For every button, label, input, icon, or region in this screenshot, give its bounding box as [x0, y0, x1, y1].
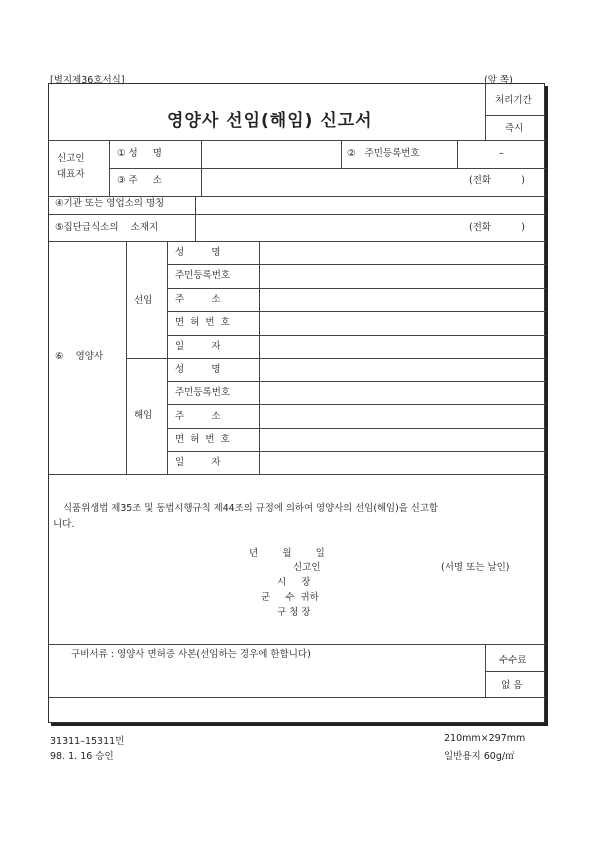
dismiss-date-label: 일 자 — [175, 457, 221, 468]
appoint-address-label: 주 소 — [175, 294, 221, 305]
appoint-date-label: 일 자 — [175, 341, 221, 352]
fee-label: 수수료 — [499, 655, 527, 666]
dismiss-id-label: 주민등록번호 — [175, 387, 231, 398]
form-shadow-right — [545, 86, 548, 726]
reporter-label: 신고인 — [57, 153, 85, 164]
dismiss-address-label: 주 소 — [175, 411, 221, 422]
page-side-label: (앞 쪽) — [484, 75, 513, 86]
appoint-label: 선임 — [134, 295, 153, 306]
facility-phone: (전화 ) — [469, 222, 525, 233]
reporter-name-label: ① 성 명 — [117, 148, 162, 159]
dismiss-label: 해임 — [134, 410, 153, 421]
appoint-name-label: 성 명 — [175, 247, 221, 258]
appoint-license-label: 면 허 번 호 — [175, 317, 230, 328]
statement-line-2: 니다. — [53, 519, 75, 530]
reporter-phone: (전화 ) — [469, 175, 525, 186]
applicant-label: 신고인 — [293, 562, 321, 573]
required-documents: 구비서류 : 영양사 면허증 사본(선임하는 경우에 한합니다) — [71, 649, 311, 660]
form-code: 31311–15311민 — [50, 736, 125, 747]
form-number: [별지제36호서식] — [50, 75, 125, 86]
report-form — [48, 83, 545, 723]
processing-period-value: 즉시 — [505, 123, 524, 134]
statement-line-1: 식품위생법 제35조 및 동법시행규칙 제44조의 규정에 의하여 영양사의 선임(해임)을 신고합 — [63, 503, 438, 514]
reporter-id-label: ② 주민등록번호 — [347, 148, 420, 159]
reporter-id-dash: – — [499, 148, 504, 159]
paper-size: 210mm×297mm — [444, 733, 526, 744]
dietitian-label: ⑥ 영양사 — [55, 351, 104, 362]
reporter-address-label: ③ 주 소 — [117, 175, 162, 186]
form-shadow-bottom — [51, 723, 548, 726]
facility-location-label: ⑤집단급식소의 소재지 — [55, 222, 159, 233]
facility-name-label: ④기관 또는 영업소의 명칭 — [55, 198, 165, 209]
processing-period-label: 처리기간 — [495, 95, 532, 106]
paper-type: 일반용지 60g/㎡ — [444, 751, 515, 762]
representative-label: 대표자 — [57, 169, 85, 180]
signature-label: (서명 또는 날인) — [441, 562, 510, 573]
dismiss-name-label: 성 명 — [175, 364, 221, 375]
form-title: 영양사 선임(해임) 신고서 — [167, 111, 373, 131]
addressee-mayor: 시 장 — [277, 577, 311, 588]
dismiss-license-label: 면 허 번 호 — [175, 434, 230, 445]
report-date: 년 월 일 — [249, 548, 325, 559]
appoint-id-label: 주민등록번호 — [175, 270, 231, 281]
fee-value: 없 음 — [501, 680, 523, 691]
addressee-county: 군 수 귀하 — [261, 592, 319, 603]
approval-date: 98. 1. 16 승인 — [50, 751, 114, 762]
addressee-district: 구 청 장 — [277, 607, 311, 618]
